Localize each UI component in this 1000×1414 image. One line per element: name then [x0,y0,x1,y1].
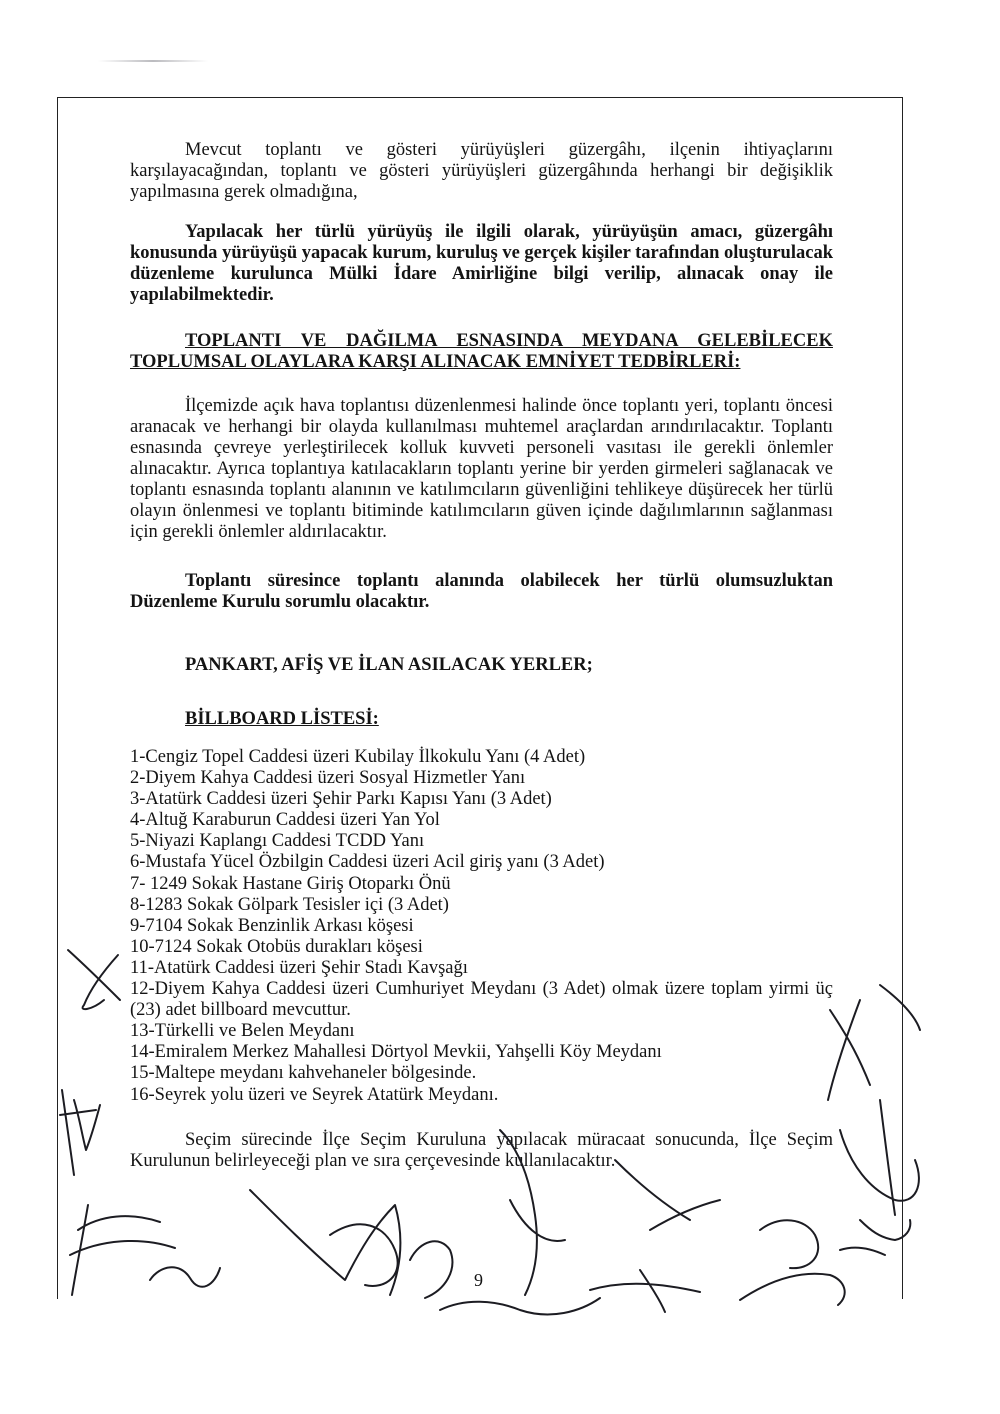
list-item: 11-Atatürk Caddesi üzeri Şehir Stadı Kavşağı [130,957,468,978]
list-item: 7- 1249 Sokak Hastane Giriş Otoparkı Önü [130,873,451,894]
paragraph-election-usage: Seçim sürecinde İlçe Seçim Kuruluna yapılacak müracaat sonucunda, İlçe Seçim Kurulunun belirleyeceği plan ve sıra çerçevesinde kullanılacaktır. [130,1129,833,1171]
signature-mark [590,1270,700,1312]
signature-mark [250,1190,400,1295]
heading-security-measures: TOPLANTI VE DAĞILMA ESNASINDA MEYDANA GELEBİLECEK TOPLUMSAL OLAYLARA KARŞI ALINACAK EMNİYET TEDBİRLERİ: [130,331,833,372]
signature-mark [68,950,120,1009]
list-item: 16-Seyrek yolu üzeri ve Seyrek Atatürk Meydanı. [130,1084,499,1105]
paragraph-march-approval: Yapılacak her türlü yürüyüş ile ilgili olarak, yürüyüşün amacı, güzergâhı konusunda yürüyüşü yapacak kurum, kuruluş ve gerçek kişiler tarafından oluşturulacak düzenleme kurulunca Mülki İdare Amirliğine bilgi verilip, alınacak onay ile yapılabilmektedir. [130,222,833,305]
signature-mark [840,1100,919,1215]
signature-mark [615,1160,720,1230]
heading-poster-locations: PANKART, AFİŞ VE İLAN ASILACAK YERLER; [185,655,593,675]
signature-mark [860,1220,910,1240]
signature-mark [760,1220,885,1268]
signature-mark [70,1205,175,1295]
list-item: 14-Emiralem Merkez Mahallesi Dörtyol Mevkii, Yahşelli Köy Meydanı [130,1042,662,1063]
list-item: 10-7124 Sokak Otobüs durakları köşesi [130,936,423,957]
list-item: 2-Diyem Kahya Caddesi üzeri Sosyal Hizmetler Yanı [130,768,526,789]
list-item: 9-7104 Sokak Benzinlik Arkası köşesi [130,915,414,936]
list-item: 15-Maltepe meydanı kahvehaneler bölgesinde. [130,1063,477,1084]
signature-mark [740,1274,845,1305]
list-item: 1-Cengiz Topel Caddesi üzeri Kubilay İlkokulu Yanı (4 Adet) [130,747,586,767]
signature-mark [828,985,920,1100]
signature-mark [150,1267,220,1286]
paragraph-organizer-responsibility: Toplantı süresince toplantı alanında olabilecek her türlü olumsuzluktan Düzenleme Kurulu sorumlu olacaktır. [130,571,833,612]
paragraph-route: Mevcut toplantı ve gösteri yürüyüşleri güzergâhı, ilçenin ihtiyaçlarını karşılayacağından, toplantı ve gösteri yürüyüşleri güzergâhında herhangi bir değişiklik yapılmasına gerek olmadığına, [130,140,833,202]
signature-mark [500,1130,565,1295]
list-item: 13-Türkelli ve Belen Meydanı [130,1021,355,1042]
signature-mark [440,1298,600,1314]
list-item: 6-Mustafa Yücel Özbilgin Caddesi üzeri Acil giriş yanı (3 Adet) [130,852,605,873]
list-item: 8-1283 Sokak Gölpark Tesisler içi (3 Adet) [130,894,449,915]
list-item: 4-Altuğ Karaburun Caddesi üzeri Yan Yol [130,810,440,831]
signature-mark [60,1090,100,1175]
heading-billboard-list: BİLLBOARD LİSTESİ: [185,709,379,729]
signature-mark [410,1241,452,1298]
list-item: 5-Niyazi Kaplangı Caddesi TCDD Yanı [130,831,425,852]
paragraph-security-measures: İlçemizde açık hava toplantısı düzenlenmesi halinde önce toplantı yeri, toplantı öncesi aranacak ve herhangi bir olayda kullanılması muhtemel araçlardan arındırılacaktır. Toplantı esnasında çevreye yerleştirilecek kolluk kuvveti personeli vasıtası ile gerekli önlemler alınacaktır. Ayrıca toplantıya katılacakların toplantı yerine bir yerden girmeleri sağlanacak ve toplantı esnasında toplantı alanının ve katılımcıların güvenliğini tehlikeye düşürecek her türlü olayın önlenmesi ve toplantı bitiminde katılımcıların güven içinde dağılımlarının sağlanması için gerekli önlemler aldırılacaktır. [130,396,833,542]
page-number: 9 [474,1270,483,1290]
list-item: 3-Atatürk Caddesi üzeri Şehir Parkı Kapısı Yanı (3 Adet) [130,789,552,810]
list-item: 12-Diyem Kahya Caddesi üzeri Cumhuriyet Meydanı (3 Adet) olmak üzere toplam yirmi üç (23) adet billboard mevcuttur. [130,979,833,1021]
